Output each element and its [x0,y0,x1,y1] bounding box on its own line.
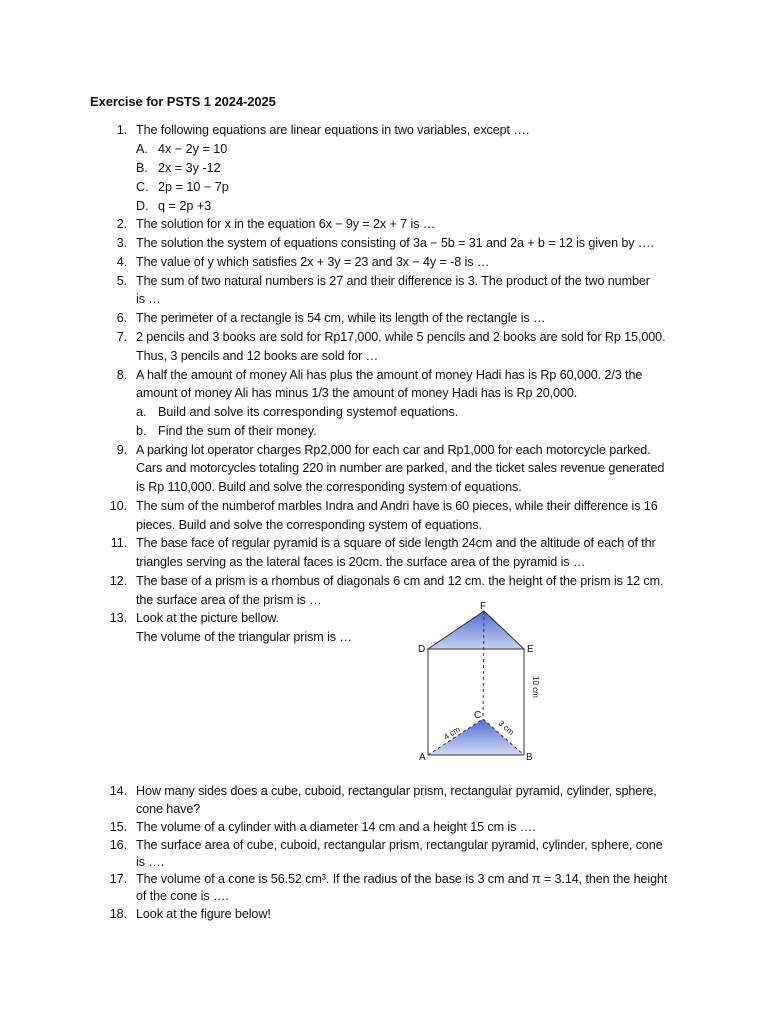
question-text: The base face of regular pyramid is a square of side length 24cm and the altitude of each of thr [136,536,656,550]
document-title: Exercise for PSTS 1 2024-2025 [90,94,276,109]
option-letter: A. [136,142,148,156]
question-number: 9. [116,443,127,457]
question-text: Look at the figure below! [136,907,271,921]
question-text: The base of a prism is a rhombus of diagonals 6 cm and 12 cm. the height of the prism is 12 cm. [136,574,664,588]
question-number: 6. [116,311,127,325]
question-text: triangles serving as the lateral faces is 20cm. the surface area of the pyramid is … [136,555,586,569]
question-text: the surface area of the prism is … [136,593,322,607]
question-number: 7. [116,330,127,344]
dimension-label-cb: 3 cm [496,718,516,737]
question-number: 15. [109,820,127,834]
question-text: Cars and motorcycles totaling 220 in number are parked, and the ticket sales revenue generated [136,461,665,475]
question-text: The volume of a cone is 56.52 cm³. If the radius of the base is 3 cm and π = 3.14, then the height [136,872,668,886]
question-number: 10. [109,499,127,513]
question-text: Look at the picture bellow. [136,611,279,625]
question-text: is …. [136,855,165,869]
question-text: The volume of the triangular prism is … [136,630,352,644]
question-text: The sum of two natural numbers is 27 and their difference is 3. The product of the two number [136,274,650,288]
question-number: 3. [116,236,127,250]
question-number: 12. [109,574,127,588]
option-text: 4x − 2y = 10 [158,142,228,156]
option-text: 2x = 3y -12 [158,161,221,175]
question-text: The volume of a cylinder with a diameter 14 cm and a height 15 cm is …. [136,820,536,834]
question-text: cone have? [136,802,201,816]
question-text: of the cone is …. [136,889,229,903]
question-number: 4. [116,255,127,269]
triangular-prism-figure [414,598,554,766]
top-face [428,611,524,649]
question-text: How many sides does a cube, cuboid, rectangular prism, rectangular pyramid, cylinder, sphere, [136,784,657,798]
question-number: 13. [109,611,127,625]
question-text: Thus, 3 pencils and 12 books are sold for … [136,349,379,363]
question-number: 1. [116,123,127,137]
question-text: The surface area of cube, cuboid, rectangular prism, rectangular pyramid, cylinder, sphere, cone [136,838,663,852]
question-text: The following equations are linear equations in two variables, except …. [136,123,530,137]
subquestion-letter: b. [136,424,147,438]
question-number: 11. [110,536,127,550]
option-text: 2p = 10 − 7p [158,180,229,194]
dimension-label-ac: 4 cm [442,724,462,742]
question-text: 2 pencils and 3 books are sold for Rp17,000, while 5 pencils and 2 books are sold for Rp 15,000. [136,330,666,344]
subquestion-text: Find the sum of their money. [158,424,317,438]
vertex-label-f: F [480,601,487,612]
vertex-label-b: B [526,752,533,763]
question-text: amount of money Ali has minus 1/3 the amount of money Hadi has is Rp 20,000. [136,386,578,400]
question-text: A parking lot operator charges Rp2,000 for each car and Rp1,000 for each motorcycle parked. [136,443,651,457]
question-number: 14. [109,784,127,798]
question-number: 18. [109,907,127,921]
question-number: 5. [116,274,127,288]
vertex-label-e: E [527,644,534,655]
vertex-label-a: A [419,752,426,763]
dimension-label-height: 10 cm [531,676,540,698]
option-letter: D. [136,199,149,213]
question-text: The value of y which satisfies 2x + 3y = 23 and 3x − 4y = -8 is … [136,255,490,269]
question-text: is … [136,292,161,306]
question-text: The solution for x in the equation 6x − 9y = 2x + 7 is … [136,217,436,231]
question-number: 8. [116,368,127,382]
subquestion-text: Build and solve its corresponding systemof equations. [158,405,459,419]
question-text: is Rp 110,000. Build and solve the corresponding system of equations. [136,480,522,494]
vertex-label-c: C [474,710,482,721]
question-text: The perimeter of a rectangle is 54 cm, while its length of the rectangle is … [136,311,546,325]
question-text: The sum of the numberof marbles Indra and Andri have is 60 pieces, while their difference is 16 [136,499,658,513]
question-number: 2. [116,217,127,231]
option-letter: C. [136,180,149,194]
question-number: 17. [109,872,127,886]
option-letter: B. [136,161,148,175]
question-text: The solution the system of equations consisting of 3a − 5b = 31 and 2a + b = 12 is given by …. [136,236,654,250]
question-number: 16. [109,838,127,852]
question-text: A half the amount of money Ali has plus the amount of money Hadi has is Rp 60,000. 2/3 the [136,368,643,382]
subquestion-letter: a. [136,405,147,419]
vertex-label-d: D [418,644,426,655]
question-text: pieces. Build and solve the corresponding system of equations. [136,518,482,532]
option-text: q = 2p +3 [158,199,212,213]
